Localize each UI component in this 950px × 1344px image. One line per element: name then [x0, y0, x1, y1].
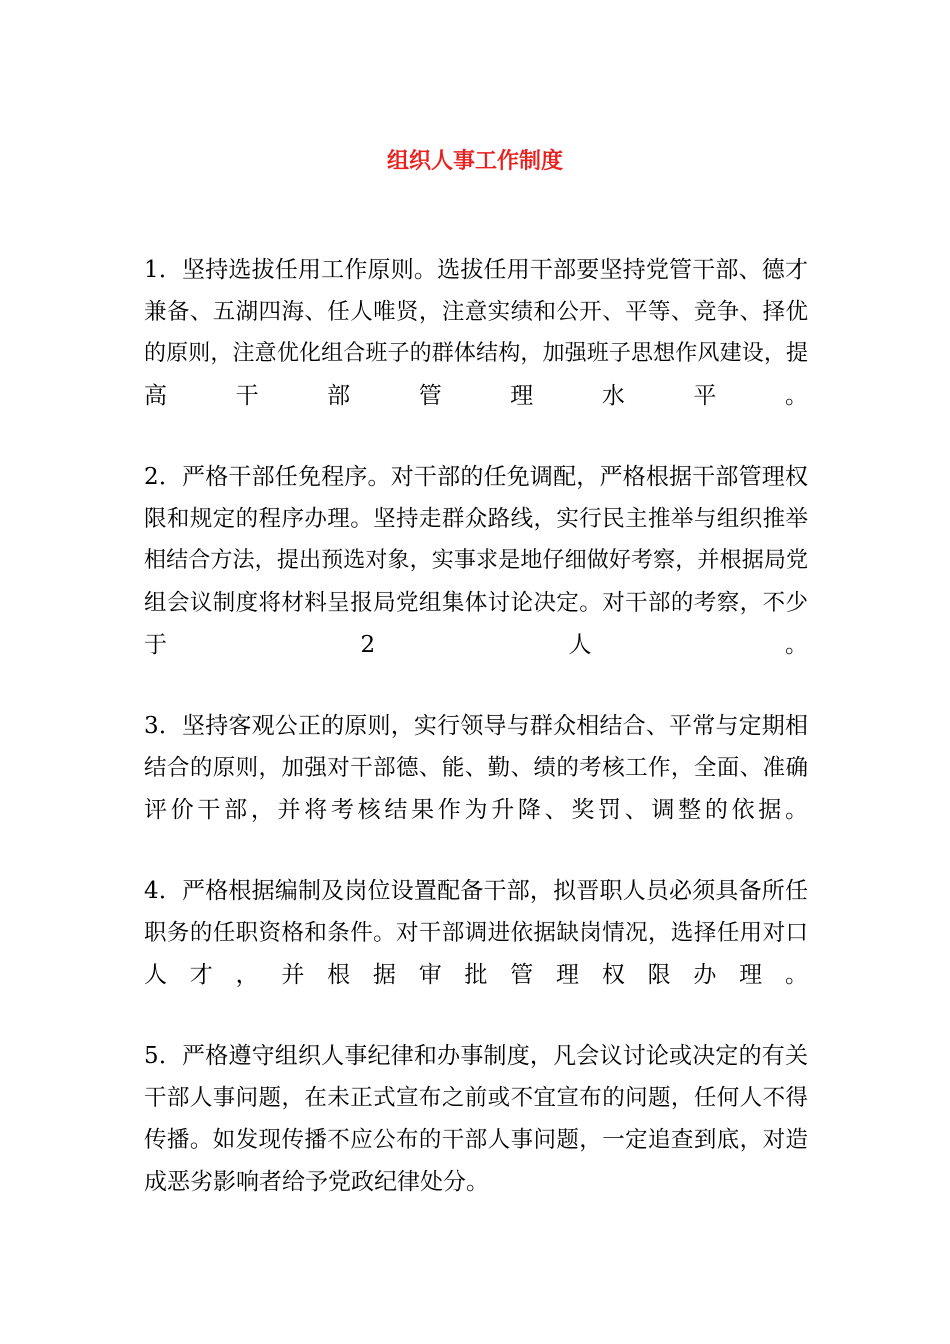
section-1-line-4: 高 干 部 管 理 水 平 。: [144, 383, 808, 409]
section-4-line-3: 人 才 ， 并 根 据 审 批 管 理 权 限 办 理 。: [144, 962, 808, 988]
section-3-line-3: 评价干部，并将考核结果作为升降、奖罚、调整的依据。: [144, 797, 808, 823]
section-2-line-3: 相结合方法，提出预选对象，实事求是地仔细做好考察，并根据局党: [144, 548, 808, 573]
section-5: [144, 1035, 808, 1203]
section-4-line-2: 职务的任职资格和条件。对干部调进依据缺岗情况，选择任用对口: [144, 920, 808, 946]
section-1-line-1: 1．坚持选拔任用工作原则。选拔任用干部要坚持党管干部、德才: [144, 257, 808, 283]
section-5-line-4: 成恶劣影响者给予党政纪律处分。: [144, 1169, 489, 1195]
document-title: 组织人事工作制度: [386, 149, 563, 174]
section-4: [144, 870, 808, 996]
section-2-line-2: 限和规定的程序办理。坚持走群众路线，实行民主推举与组织推举: [144, 506, 808, 532]
section-5-line-2: 干部人事问题，在未正式宣布之前或不宜宣布的问题，任何人不得: [144, 1085, 808, 1111]
section-3-line-2: 结合的原则，加强对干部德、能、勤、绩的考核工作，全面、准确: [144, 755, 808, 781]
section-1-line-3: 的原则，注意优化组合班子的群体结构，加强班子思想作风建设，提: [144, 341, 808, 366]
section-3: [144, 705, 808, 831]
section-2-line-5: 于 2 人 。: [144, 632, 808, 658]
section-2-line-4: 组会议制度将材料呈报局党组集体讨论决定。对干部的考察，不少: [144, 590, 808, 616]
section-1: [144, 249, 808, 417]
section-3-line-1: 3．坚持客观公正的原则，实行领导与群众相结合、平常与定期相: [144, 713, 808, 739]
section-5-line-3: 传播。如发现传播不应公布的干部人事问题，一定追查到底，对造: [144, 1127, 808, 1153]
section-1-line-2: 兼备、五湖四海、任人唯贤，注意实绩和公开、平等、竞争、择优: [144, 299, 808, 325]
section-2-line-1: 2．严格干部任免程序。对干部的任免调配，严格根据干部管理权: [144, 464, 808, 490]
section-2: [144, 456, 808, 666]
section-4-line-1: 4．严格根据编制及岗位设置配备干部，拟晋职人员必须具备所任: [144, 878, 808, 904]
section-5-line-1: 5．严格遵守组织人事纪律和办事制度，凡会议讨论或决定的有关: [144, 1043, 808, 1069]
